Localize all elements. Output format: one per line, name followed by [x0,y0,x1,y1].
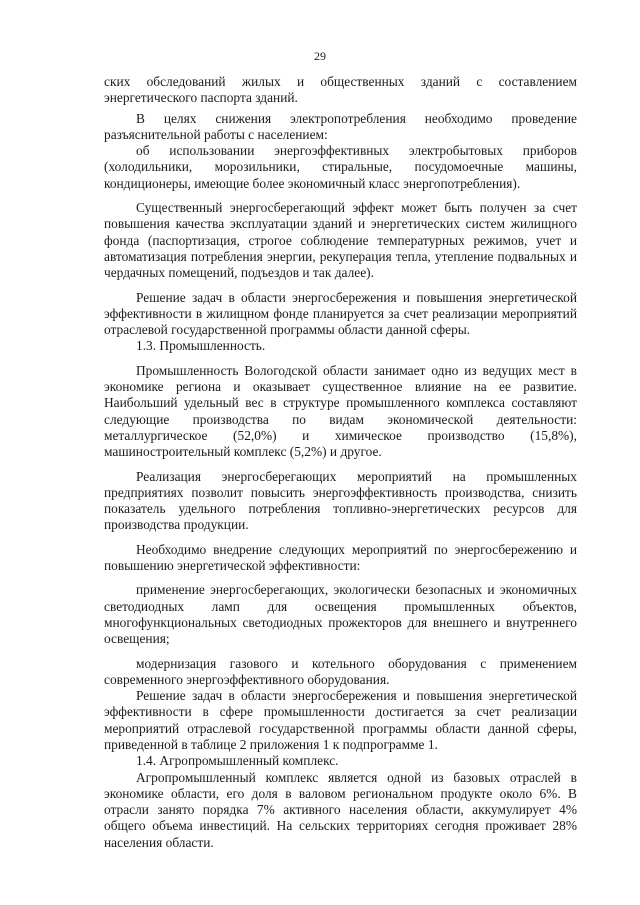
paragraph-measures-intro: Необходимо внедрение следующих мероприятий по энергосбережению и повышению энергетической эффективности: [104,541,577,574]
paragraph-industry-overview: Промышленность Вологодской области занимает одно из ведущих мест в экономике региона и оказывает существенное влияние на ее развитие. Наибольший удельный вес в структуре промышленного комплекса составляют следующие производства по видам экономической деятельности: металлургическое (52,0%) и химическое производство (15,8%), машиностроительный комплекс (5,2%) и другое. [104,362,577,460]
page-number: 29 [314,49,326,63]
paragraph-housing-solution: Решение задач в области энергосбережения и повышения энергетической эффективности в жилищном фонде планируется за счет реализации мероприятий отраслевой государственной программы области данной сферы. [104,289,577,338]
paragraph-continuation: ских обследований жилых и общественных зданий с составлением энергетического паспорта зданий. [104,74,577,106]
paragraph-industry-solution: Решение задач в области энергосбережения и повышения энергетической эффективности в сфере промышленности достигается за счет реализации мероприятий отраслевой государственной программы области данной сферы, приведенной в таблице 2 приложения 1 к подпрограмме 1. [104,688,577,752]
paragraph-housing-effect: Существенный энергосберегающий эффект может быть получен за счет повышения качества эксплуатации зданий и энергетических систем жилищного фонда (паспортизация, строгое соблюдение температурных режимов, учет и автоматизация потребления энергии, рекуперация тепла, утепление подвальных и чердачных помещений, подъездов и так далее). [104,200,577,281]
body-text [104,74,577,851]
paragraph-industry-measures: Реализация энергосберегающих мероприятий на промышленных предприятиях позволит повысить энергоэффективность производства, снизить показатель удельного потребления топливно-энергетических ресурсов для производства продукции. [104,468,577,533]
list-item-gas-modernization: модернизация газового и котельного оборудования с применением современного энергоэффективного оборудования. [104,655,577,687]
section-heading-agro: 1.4. Агропромышленный комплекс. [136,753,339,769]
list-item-led-lamps: применение энергосберегающих, экологически безопасных и экономичных светодиодных ламп для освещения промышленных объектов, многофункциональных светодиодных прожекторов для внешнего и внутреннего освещения; [104,582,577,647]
paragraph-agro-overview: Агропромышленный комплекс является одной из базовых отраслей в экономике области, его доля в валовом региональном продукте около 6%. В отрасли занято порядка 7% активного населения области, аккумулирует 4% общего объема инвестиций. На сельских территориях сегодня проживает 28% населения области. [104,769,577,850]
paragraph-appliances: об использовании энергоэффективных электробытовых приборов (холодильники, морозильники, стиральные, посудомоечные машины, кондиционеры, имеющие более экономичный класс энергопотребления). [104,143,577,191]
paragraph-consumption-intro: В целях снижения электропотребления необходимо проведение разъяснительной работы с населением: [104,110,577,142]
section-heading-industry: 1.3. Промышленность. [136,338,266,354]
